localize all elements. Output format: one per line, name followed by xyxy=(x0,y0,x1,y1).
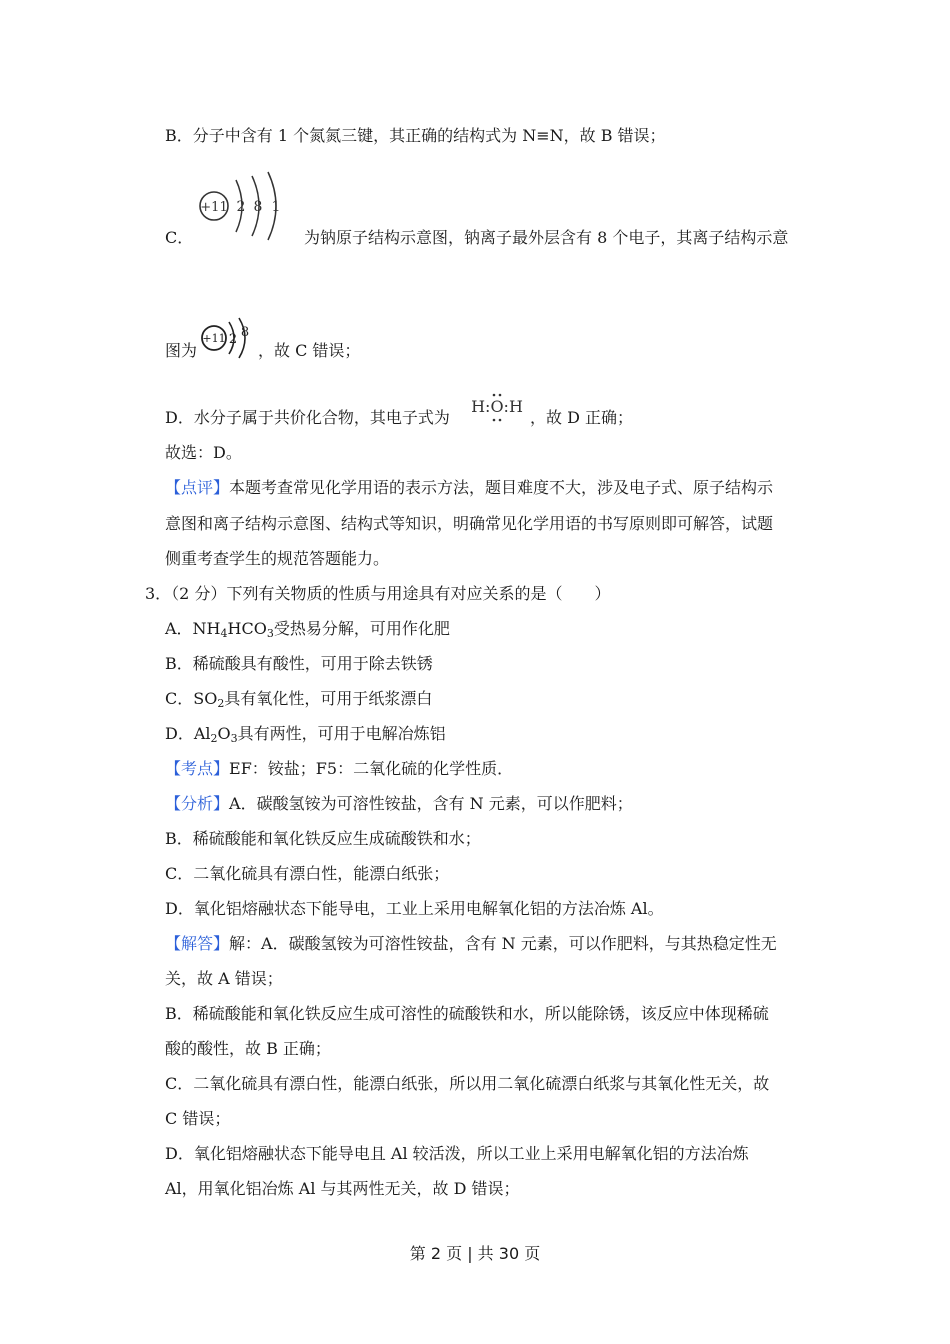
comment-tag: 【点评】 xyxy=(165,478,230,497)
answer-c-text-2b: ，故 C 错误； xyxy=(258,341,361,360)
ion-nucleus-label: +11 xyxy=(202,332,226,345)
q3-option-d-pre: D．Al xyxy=(165,724,211,743)
comment-line-3: 侧重考查学生的规范答题能力。 xyxy=(165,549,390,568)
shell-3-count: 1 xyxy=(271,199,281,215)
q3-option-d-mid: O xyxy=(217,724,231,743)
jieda-tag: 【解答】 xyxy=(165,934,230,953)
q3-option-a-pre: A．NH xyxy=(165,619,221,638)
fenxi-text-a: A．碳酸氢铵为可溶性铵盐，含有 N 元素，可以作肥料； xyxy=(229,794,633,813)
q3-option-d xyxy=(165,723,446,745)
q3-option-a xyxy=(165,618,450,640)
answer-d-text-b: ，故 D 正确； xyxy=(530,408,634,427)
comment-line-2: 意图和离子结构示意图、结构式等知识，明确常见化学用语的书写原则即可解答，试题 xyxy=(165,514,774,533)
kaodian-text: EF：铵盐；F5：二氧化硫的化学性质． xyxy=(229,759,514,778)
answer-choice: 故选：D。 xyxy=(165,443,242,462)
q3-option-c-sub: 2 xyxy=(217,697,225,710)
nucleus-label: +11 xyxy=(200,200,228,215)
q3-option-a-sub1: 4 xyxy=(220,627,228,640)
q3-option-c-pre: C．SO xyxy=(165,689,218,708)
ion-shell-2-count: 8 xyxy=(240,325,250,340)
answer-d-text-a: D．水分子属于共价化合物，其电子式为 xyxy=(165,408,450,427)
q3-option-c xyxy=(165,688,432,710)
jieda-line-6: C 错误； xyxy=(165,1109,231,1128)
question-3-stem: 3．（2 分）下列有关物质的性质与用途具有对应关系的是（ ） xyxy=(145,584,611,603)
jieda-text-1: 解：A．碳酸氢铵为可溶性铵盐，含有 N 元素，可以作肥料，与其热稳定性无 xyxy=(229,934,777,953)
answer-c-text-2a: 图为 xyxy=(165,341,198,360)
jieda-line-1 xyxy=(165,933,777,955)
jieda-line-5: C．二氧化硫具有漂白性，能漂白纸张，所以用二氧化硫漂白纸浆与其氧化性无关，故 xyxy=(165,1074,770,1093)
jieda-line-2: 关，故 A 错误； xyxy=(165,969,283,988)
kaodian-tag: 【考点】 xyxy=(165,759,230,778)
jieda-line-7: D．氧化铝熔融状态下能导电且 Al 较活泼，所以工业上采用电解氧化铝的方法冶炼 xyxy=(165,1144,749,1163)
shell-2-count: 8 xyxy=(253,199,263,215)
jieda-line-3: B．稀硫酸能和氧化铁反应生成可溶性的硫酸铁和水，所以能除锈，该反应中体现稀硫 xyxy=(165,1004,769,1023)
answer-b-line: B．分子中含有 1 个氮氮三键，其正确的结构式为 N≡N，故 B 错误； xyxy=(165,126,666,145)
answer-c-prefix: C． xyxy=(165,228,194,247)
water-electron-formula xyxy=(466,391,528,425)
shell-1-count: 2 xyxy=(236,199,246,215)
sodium-atom-diagram xyxy=(192,170,292,242)
q3-option-a-post: 受热易分解，可用作化肥 xyxy=(273,619,450,638)
q3-option-c-post: 具有氧化性，可用于纸浆漂白 xyxy=(224,689,433,708)
fenxi-line-c: C．二氧化硫具有漂白性，能漂白纸张； xyxy=(165,864,450,883)
comment-text-1: 本题考查常见化学用语的表示方法，题目难度不大，涉及电子式、原子结构示 xyxy=(229,478,774,497)
q3-option-b: B．稀硫酸具有酸性，可用于除去铁锈 xyxy=(165,654,433,673)
fenxi-tag: 【分析】 xyxy=(165,794,230,813)
sodium-ion-diagram xyxy=(199,316,257,360)
fenxi-line-d: D．氧化铝熔融状态下能导电，工业上采用电解氧化铝的方法冶炼 Al。 xyxy=(165,899,664,918)
jieda-line-8: Al，用氧化铝冶炼 Al 与其两性无关，故 D 错误； xyxy=(165,1179,520,1198)
ion-shell-1-count: 2 xyxy=(228,332,238,347)
q3-option-a-sub2: 3 xyxy=(266,627,274,640)
kaodian-line xyxy=(165,758,513,780)
answer-c-text-1: 为钠原子结构示意图，钠离子最外层含有 8 个电子，其离子结构示意 xyxy=(304,228,789,247)
fenxi-line-b: B．稀硫酸能和氧化铁反应生成硫酸铁和水； xyxy=(165,829,481,848)
q3-option-a-mid: HCO xyxy=(227,619,267,638)
q3-option-d-post: 具有两性，可用于电解冶炼铝 xyxy=(237,724,446,743)
water-formula-text: H:O:H xyxy=(471,397,523,416)
comment-line-1 xyxy=(165,477,773,499)
q3-option-d-sub1: 2 xyxy=(210,732,218,745)
jieda-line-4: 酸的酸性，故 B 正确； xyxy=(165,1039,331,1058)
q3-option-d-sub2: 3 xyxy=(230,732,238,745)
page-footer: 第 2 页 | 共 30 页 xyxy=(409,1244,541,1263)
fenxi-line-a xyxy=(165,793,633,815)
